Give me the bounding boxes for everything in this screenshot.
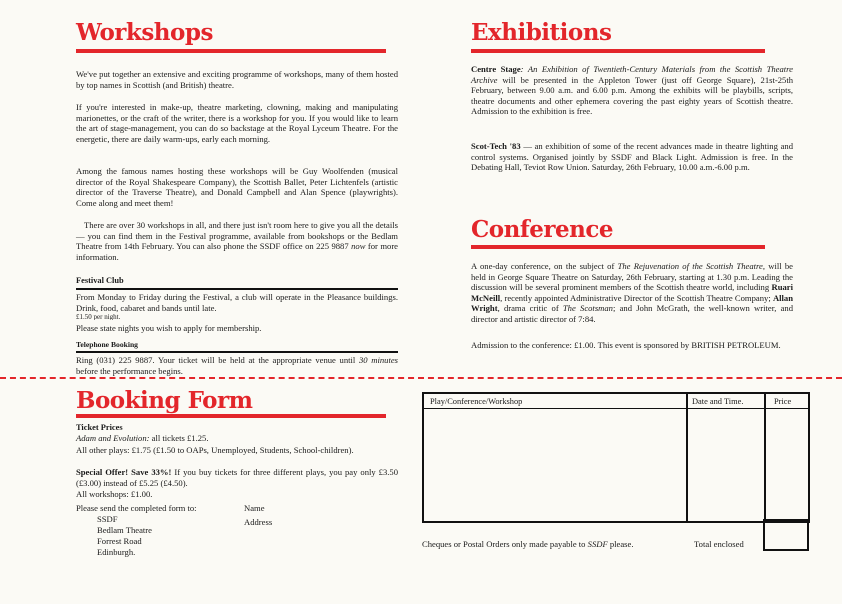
telephone-booking-rule [76,351,398,353]
workshops-paragraph-2: If you're interested in make-up, theatre marketing, clowning, making and manipulating marionettes, or the craft of the writer, there is a workshop for you. If you would like to learn the art of stage-management, you can do so backstage at the Royal Lyceum Theatre. For the energetic, there are daily warm-ups, early each morning. [76,102,398,144]
telephone-booking-title: Telephone Booking [76,340,138,349]
total-enclosed-label: Total enclosed [694,539,744,549]
conference-rule [471,245,765,249]
total-enclosed-box[interactable] [763,519,809,551]
ticket-price-other: All other plays: £1.75 (£1.50 to OAPs, Unemployed, Students, School-children). [76,445,354,455]
festival-club-rule [76,288,398,290]
festival-club-text: From Monday to Friday during the Festival, a club will operate in the Pleasance buildings. Drink, food, cabaret and bands until late. [76,292,398,313]
cut-line [0,377,842,379]
workshops-paragraph-3: Among the famous names hosting these workshops will be Guy Woolfenden (musical director of the Royal Shakespeare Company), the Scottish Ballet, Peter Lichtenfels (artistic director of the Traverse Theatre), and Donald Campbell and Alan Spence (playwrights). Come along and meet them! [76,166,398,208]
festival-club-title: Festival Club [76,276,124,285]
ticket-price-adam: Adam and Evolution: all tickets £1.25. [76,433,209,443]
workshops-intro: We've put together an extensive and exciting programme of workshops, many of them hosted by top names in Scottish (and British) theatre. [76,69,398,90]
address-line-1: SSDF [97,514,118,524]
column-header-play: Play/Conference/Workshop [430,397,523,406]
table-divider-date [686,394,688,521]
workshops-price: All workshops: £1.00. [76,489,153,499]
centre-stage-text: Centre Stage: An Exhibition of Twentieth-Century Materials from the Scottish Theatre Archive will be presented in the Appleton Tower (just off George Square), 21st-25th February, between 9.00 a.m. and 6.00 p.m. Among the exhibits will be playbills, scripts, theatre documents and other ephemera covering the past eighty years of Scottish theatre. Admission to the exhibition is free. [471,64,793,117]
address-line-3: Forrest Road [97,536,142,546]
address-line-4: Edinburgh. [97,547,136,557]
workshops-heading: Workshops [76,19,213,46]
special-offer: Special Offer! Save 33%! If you buy tickets for three different plays, you pay only £3.50 (£3.00) instead of £5.25 (£4.50). [76,467,399,488]
scot-tech-text: Scot-Tech '83 — an exhibition of some of the recent advances made in theatre lighting and control systems. Organised jointly by SSDF and Black Light. Admission is free. In the Debating Hall, Teviot Row Union. Saturday, 26th February, 10.00 a.m.-6.00 p.m. [471,141,793,173]
conference-heading: Conference [471,216,614,243]
name-field-label[interactable]: Name [244,503,265,513]
festival-club-price: £1.50 per night. [76,314,121,320]
conference-text: A one-day conference, on the subject of The Rejuvenation of the Scottish Theatre, will be held in George Square Theatre on Saturday, 26th February, starting at 1.30 p.m. Leading the discussion will be several prominent members of the Scottish theatre world, including Ruari McNeill, recently appointed Administrative Director of the Scottish Theatre Company; Allan Wright, drama critic of The Scotsman; and John McGrath, the well-known writer, and director and artistic director of 7:84. [471,261,793,324]
table-header-line [424,408,808,409]
workshops-paragraph-4: There are over 30 workshops in all, and there just isn't room here to give you all the details — you can find them in the Festival programme, available from bookshops or the Bedlam Theatre from 14th February. You can also phone the SSDF office on 225 9887 now for more information. [76,220,398,262]
festival-club-membership: Please state nights you wish to apply for membership. [76,323,262,333]
column-header-date: Date and Time. [692,397,744,406]
workshops-rule [76,49,386,53]
address-line-2: Bedlam Theatre [97,525,152,535]
telephone-booking-text: Ring (031) 225 9887. Your ticket will be held at the appropriate venue until 30 minutes before the performance begins. [76,355,398,376]
booking-form-heading: Booking Form [76,387,253,414]
table-divider-price [764,394,766,521]
exhibitions-rule [471,49,765,53]
ticket-prices-title: Ticket Prices [76,423,123,432]
address-field-label[interactable]: Address [244,517,273,527]
column-header-price: Price [774,397,792,406]
send-to-label: Please send the completed form to: [76,503,197,513]
conference-admission: Admission to the conference: £1.00. This event is sponsored by BRITISH PETROLEUM. [471,340,781,350]
cheques-note: Cheques or Postal Orders only made payable to SSDF please. [422,539,634,549]
booking-form-rule [76,414,386,418]
order-table[interactable] [422,392,810,523]
exhibitions-heading: Exhibitions [471,19,612,46]
